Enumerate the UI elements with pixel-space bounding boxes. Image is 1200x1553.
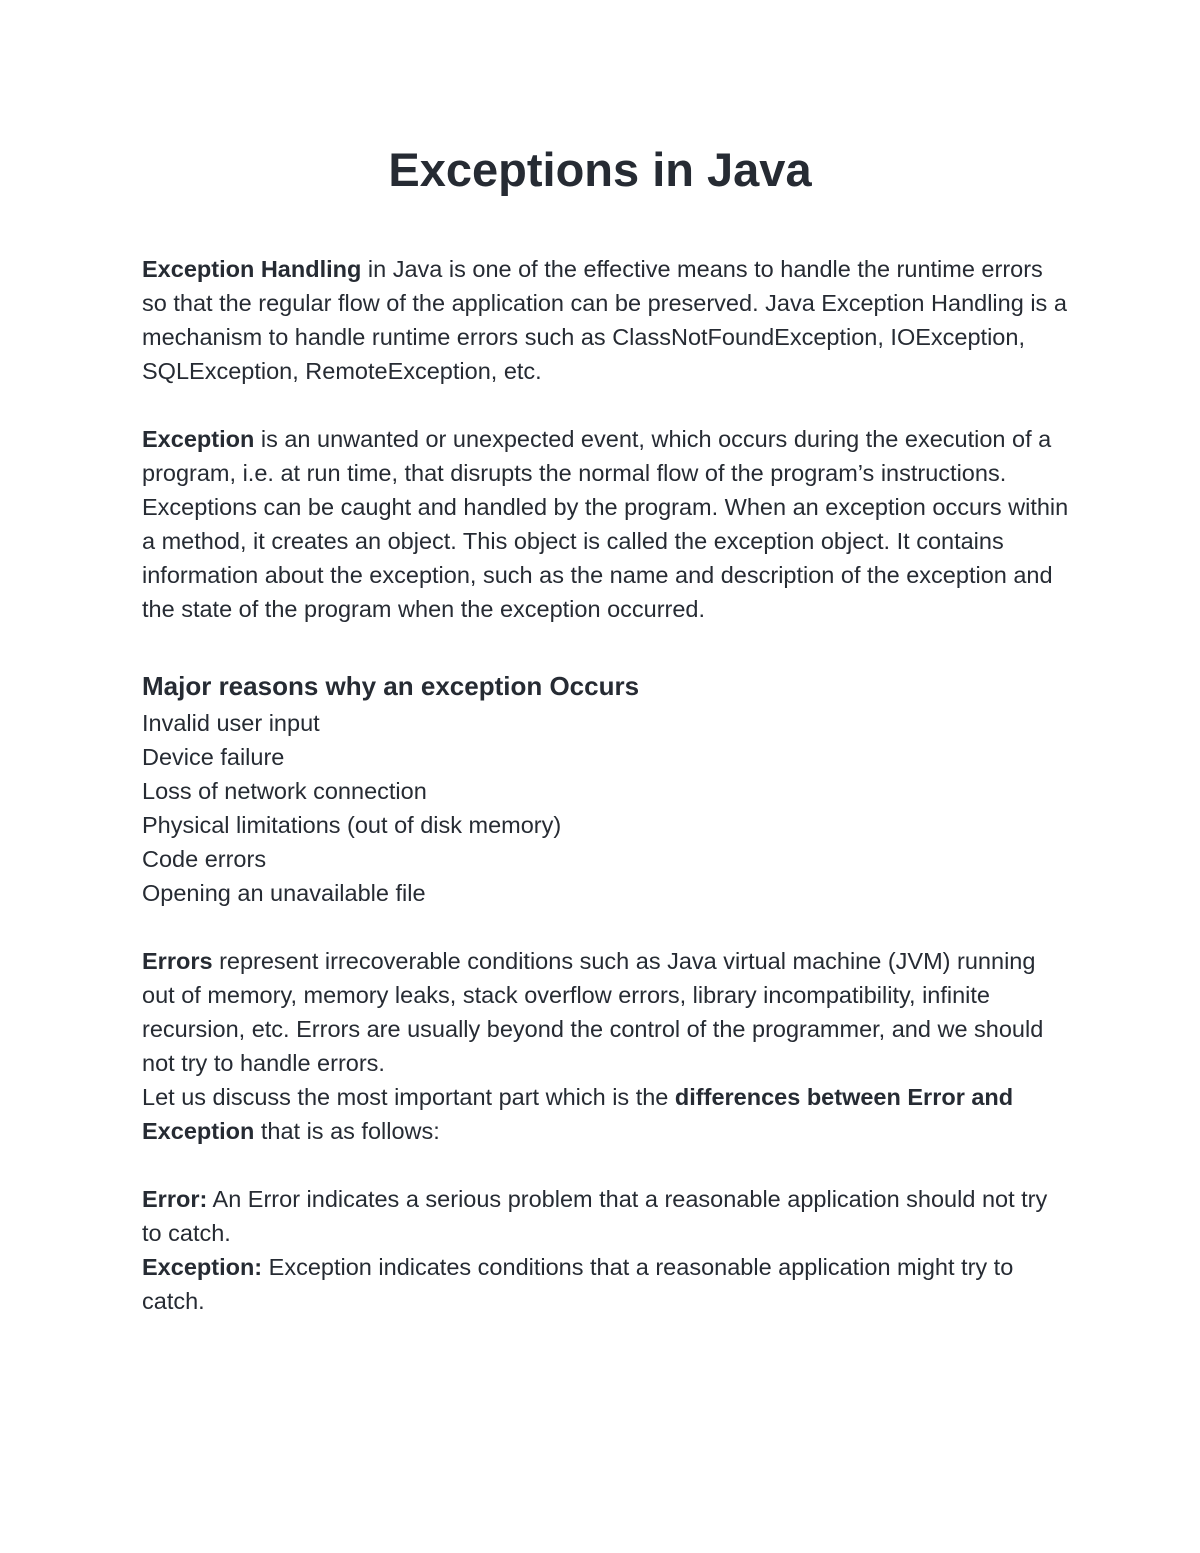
discuss-paragraph — [142, 1080, 1072, 1148]
list-item: Opening an unavailable file — [142, 880, 426, 906]
error-line-text: An Error indicates a serious problem that a reasonable application should not try to catch. — [142, 1186, 1048, 1246]
intro-paragraph — [142, 252, 1072, 388]
exception-definition-paragraph — [142, 422, 1072, 626]
errors-definition-text: represent irrecoverable conditions such as Java virtual machine (JVM) running out of memory, memory leaks, stack overflow errors, library incompatibility, infinite recursion, etc. Errors are usually beyond the control of the programmer, and we should not try to handle errors. — [142, 948, 1044, 1076]
errors-term: Errors — [142, 948, 213, 974]
intro-text: in Java is one of the effective means to handle the runtime errors so that the regular flow of the application can be preserved. Java Exception Handling is a mechanism to handle runtime errors such as ClassNotFoundException, IOException, SQLException, RemoteException, etc. — [142, 256, 1067, 384]
discuss-pre-text: Let us discuss the most important part which is the — [142, 1084, 675, 1110]
list-item: Loss of network connection — [142, 778, 427, 804]
discuss-bold-text: differences between Error and Exception — [142, 1084, 1014, 1144]
errors-definition-paragraph — [142, 944, 1072, 1080]
exception-line — [142, 1250, 1072, 1318]
exception-term: Exception — [142, 426, 255, 452]
list-item: Device failure — [142, 744, 285, 770]
exception-line-text: Exception indicates conditions that a reasonable application might try to catch. — [142, 1254, 1014, 1314]
list-item: Invalid user input — [142, 710, 320, 736]
reasons-heading: Major reasons why an exception Occurs — [142, 671, 640, 701]
reasons-list — [142, 706, 1072, 910]
list-item: Physical limitations (out of disk memory) — [142, 812, 562, 838]
intro-term: Exception Handling — [142, 256, 362, 282]
discuss-post-text: that is as follows: — [254, 1118, 440, 1144]
error-line — [142, 1182, 1072, 1250]
page-title: Exceptions in Java — [388, 143, 812, 196]
exception-label: Exception: — [142, 1254, 263, 1280]
document-body — [142, 252, 1072, 1318]
list-item: Code errors — [142, 846, 267, 872]
exception-definition-text: is an unwanted or unexpected event, which occurs during the execution of a program, i.e. at run time, that disrupts the normal flow of the program’s instructions. Exceptions can be caught and handled by the program. When an exception occurs within a method, it creates an object. This object is called the exception object. It contains information about the exception, such as the name and description of the exception and the state of the program when the exception occurred. — [142, 426, 1069, 622]
error-label: Error: — [142, 1186, 208, 1212]
